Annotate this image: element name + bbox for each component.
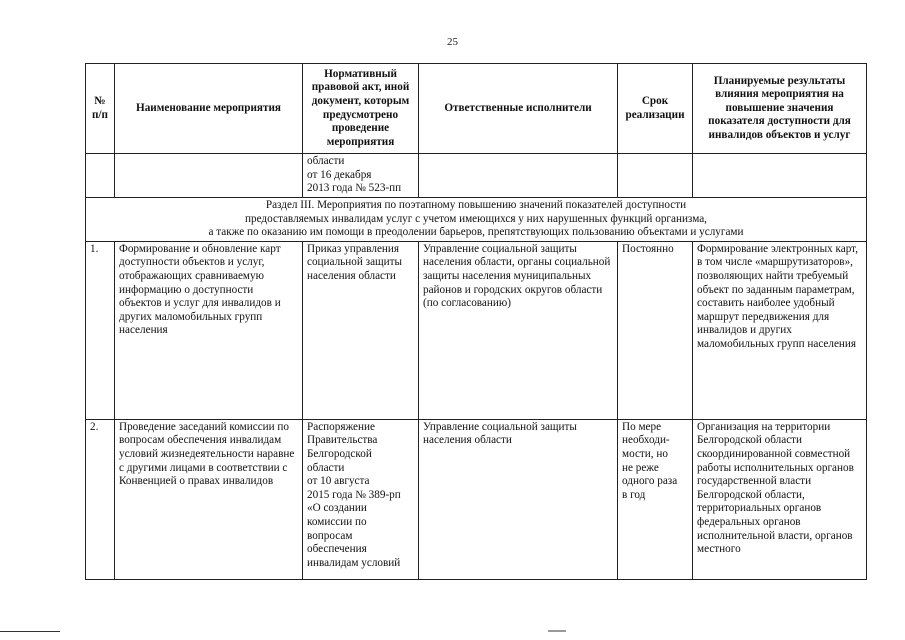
page-number: 25 xyxy=(447,36,458,48)
header-number: № п/п xyxy=(86,64,115,154)
header-act: Нормативный правовой акт, иной документ, которым предусмотрено проведение мероприятия xyxy=(303,64,419,154)
header-executors: Ответственные исполнители xyxy=(419,64,618,154)
measures-table xyxy=(85,63,867,580)
row-number: 2. xyxy=(86,419,115,579)
continuation-result-cell xyxy=(693,154,867,198)
header-result: Планируемые результаты влияния мероприятия на повышение значения показателя доступности для инвалидов объектов и услуг xyxy=(693,64,867,154)
row-name: Проведение заседаний комиссии по вопросам обеспечения инвалидам условий жизнедеятельности наравне с другими лицами в соответствии с Конвенцией о правах инвалидов xyxy=(115,419,303,579)
row-executors: Управление социальной защиты населения области xyxy=(419,419,618,579)
continuation-executors-cell xyxy=(419,154,618,198)
continuation-name-cell xyxy=(115,154,303,198)
row-act: Распоряжение Правительства Белгородской области от 10 августа 2015 года № 389-рп «О создании комиссии по вопросам обеспечения инвалидам условий xyxy=(303,419,419,579)
table-row xyxy=(86,241,867,419)
row-term: Постоянно xyxy=(618,241,693,419)
row-act: Приказ управления социальной защиты населения области xyxy=(303,241,419,419)
table-row xyxy=(86,419,867,579)
row-term: По мере необходи- мости, но не реже одного раза в год xyxy=(618,419,693,579)
scan-mark xyxy=(548,630,566,632)
continuation-num-cell xyxy=(86,154,115,198)
row-name: Формирование и обновление карт доступности объектов и услуг, отображающих сравниваемую информацию о доступности объектов и услуг для инвалидов и других маломобильных групп населения xyxy=(115,241,303,419)
row-executors: Управление социальной защиты населения области, органы социальной защиты населения муниципальных районов и городских округов области (по согласованию) xyxy=(419,241,618,419)
table-header-row xyxy=(86,64,867,154)
header-name: Наименование мероприятия xyxy=(115,64,303,154)
footnote-rule xyxy=(0,631,60,632)
section-title: Раздел III. Мероприятия по поэтапному повышению значений показателей доступности предоставляемых инвалидам услуг с учетом имеющихся у них нарушенных функций организма, а также по оказанию им помощи в преодолении барьеров, препятствующих пользованию объектами и услугами xyxy=(86,198,867,242)
row-number: 1. xyxy=(86,241,115,419)
section-row xyxy=(86,198,867,242)
row-result: Организация на территории Белгородской области скоординированной совместной работы исполнительных органов государственной власти Белгородской области, территориальных органов федеральных органов исполнительной власти, органов местного xyxy=(693,419,867,579)
continuation-act-cell: области от 16 декабря 2013 года № 523-пп xyxy=(303,154,419,198)
continuation-term-cell xyxy=(618,154,693,198)
header-term: Срок реализации xyxy=(618,64,693,154)
continuation-row xyxy=(86,154,867,198)
row-result: Формирование электронных карт, в том числе «маршрутизаторов», позволяющих найти требуемый объект по заданным параметрам, составить наиболее удобный маршрут передвижения для инвалидов и других маломобильных групп населения xyxy=(693,241,867,419)
